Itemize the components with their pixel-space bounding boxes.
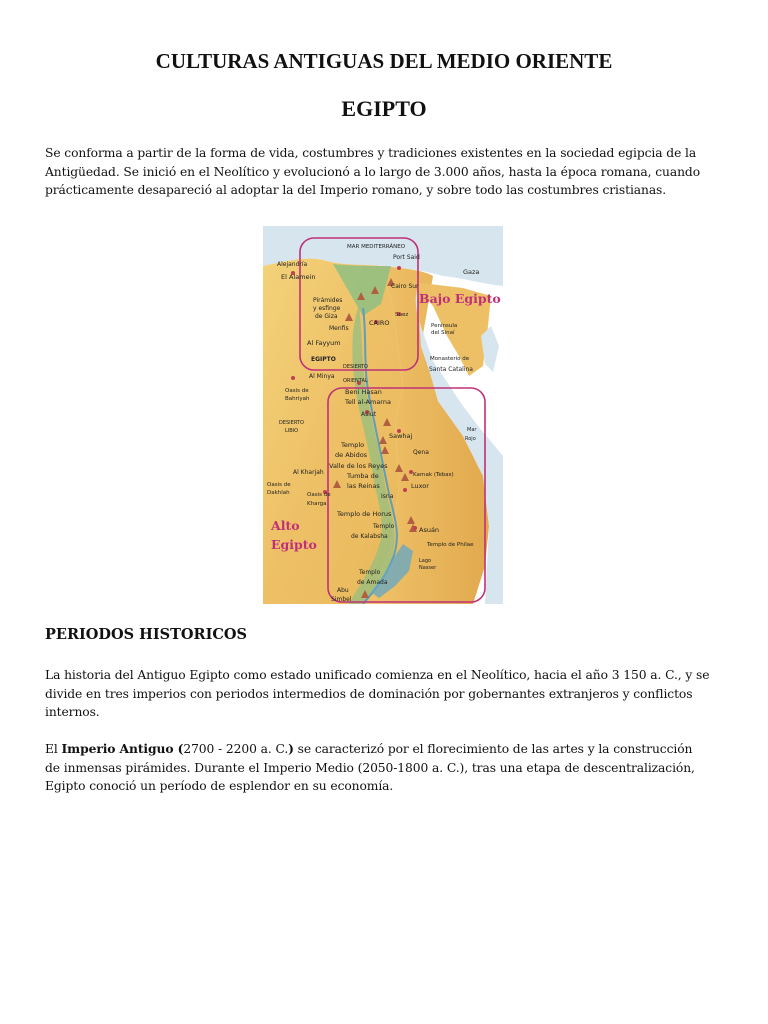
place-label: Port Said bbox=[393, 254, 420, 261]
place-label: Karnak (Tebas) bbox=[413, 472, 454, 478]
sea-label: Rojo bbox=[465, 436, 476, 442]
place-label: Luxor bbox=[411, 482, 429, 490]
history-paragraph bbox=[45, 666, 725, 722]
place-label: Kharga bbox=[307, 501, 327, 507]
region-label: LIBIO bbox=[285, 428, 299, 434]
place-label: El Alamein bbox=[281, 273, 316, 281]
place-label: Abu bbox=[337, 587, 349, 594]
city-dot bbox=[413, 526, 417, 530]
place-label: de Kalabsha bbox=[351, 533, 388, 540]
place-label: Templo bbox=[359, 569, 381, 576]
place-label: Al Minya bbox=[309, 373, 335, 380]
place-label: de Abidos bbox=[335, 451, 368, 459]
place-label: Sawhaj bbox=[389, 432, 413, 440]
place-label: Bahriyah bbox=[285, 396, 310, 402]
intro-line: Antigüedad. Se inició en el Neolítico y evolucionó a lo largo de 3.000 años, hasta la época romana, cuando bbox=[45, 164, 700, 179]
place-label: las Reinas bbox=[347, 482, 380, 490]
intro-paragraph bbox=[45, 144, 725, 200]
place-label: Península bbox=[431, 323, 458, 329]
place-label: Oasis de bbox=[285, 388, 309, 394]
region-label-lower-egypt: Bajo Egipto bbox=[419, 291, 501, 306]
place-label: Cairo Sur bbox=[391, 283, 419, 290]
place-label: Suez bbox=[395, 312, 409, 318]
place-label: Lago bbox=[419, 558, 432, 564]
place-label: Isna bbox=[381, 493, 394, 500]
place-label: Nasser bbox=[419, 565, 437, 571]
sea-label: Mar bbox=[467, 427, 477, 433]
place-label: Valle de los Reyes bbox=[329, 462, 388, 470]
place-label: Menfis bbox=[329, 325, 349, 332]
place-label: de Giza bbox=[315, 313, 338, 320]
intro-line: Se conforma a partir de la forma de vida, costumbres y tradiciones existentes en la sociedad egipcia de la bbox=[45, 146, 697, 160]
place-label: Dakhlah bbox=[267, 490, 290, 496]
imperio-line-3: Egipto conoció un período de esplendor en su economía. bbox=[45, 779, 394, 793]
region-label: DESIERTO bbox=[343, 364, 368, 370]
history-line: La historia del Antiguo Egipto como estado unificado comienza en el Neolítico, hacia el año 3 150 a. C., y se bbox=[45, 668, 710, 682]
place-label: Asiut bbox=[361, 411, 377, 418]
place-label: CAIRO bbox=[369, 319, 390, 327]
region-label: ORIENTAL bbox=[343, 378, 368, 384]
history-line: internos. bbox=[45, 705, 100, 719]
imperio-paragraph bbox=[45, 740, 725, 796]
place-label: Pirámides bbox=[313, 297, 343, 304]
place-label: de Amada bbox=[357, 579, 388, 586]
place-label: Templo bbox=[373, 523, 395, 530]
imperio-prefix: El bbox=[45, 742, 62, 756]
city-dot bbox=[403, 488, 407, 492]
imperio-line-1-rest: se caracterizó por el florecimiento de las artes y la construcción bbox=[293, 742, 693, 756]
place-label: Simbel bbox=[331, 596, 352, 603]
imperio-dates: 2700 - 2200 a. C. bbox=[183, 742, 289, 756]
egypt-map bbox=[263, 226, 503, 604]
place-label: Monasterio de bbox=[430, 356, 470, 362]
section-title-egipto: EGIPTO bbox=[341, 96, 427, 121]
city-dot bbox=[291, 376, 295, 380]
region-label-upper-egypt: Egipto bbox=[271, 537, 317, 552]
imperio-antiguo-name: Imperio Antiguo bbox=[61, 741, 174, 756]
country-label: EGIPTO bbox=[311, 356, 336, 363]
place-label: Santa Catalina bbox=[429, 366, 473, 373]
place-label: Tell al-Amarna bbox=[345, 398, 391, 406]
place-label: del Sinaí bbox=[431, 330, 455, 336]
place-label: Tumba de bbox=[347, 472, 379, 480]
place-label: Al Kharjah bbox=[293, 469, 324, 476]
imperio-close-paren: ) bbox=[288, 741, 294, 756]
egypt-map-svg bbox=[263, 226, 503, 604]
section-heading-periodos: PERIODOS HISTORICOS bbox=[45, 626, 247, 643]
place-label: Asuán bbox=[419, 526, 440, 534]
place-label: Oasis de bbox=[307, 492, 331, 498]
place-label: y esfinge bbox=[313, 305, 341, 312]
imperio-line-1 bbox=[45, 740, 725, 759]
history-line: divide en tres imperios con periodos intermedios de dominación por gobernantes extranjeros y conflictos bbox=[45, 686, 693, 701]
place-label: Al Fayyum bbox=[307, 339, 341, 347]
sea-label: MAR MEDITERRÁNEO bbox=[347, 244, 406, 250]
city-dot bbox=[397, 266, 401, 270]
region-label: DESIERTO bbox=[279, 420, 304, 426]
place-label: Gaza bbox=[463, 268, 480, 276]
place-label: Templo de Horus bbox=[337, 510, 392, 518]
place-label: Oasis de bbox=[267, 482, 291, 488]
imperio-line-2: de inmensas pirámides. Durante el Imperio Medio (2050-1800 a. C.), tras una etapa de descentralización, bbox=[45, 760, 695, 775]
place-label: Beni Hasan bbox=[345, 388, 382, 396]
place-label: Templo de Philae bbox=[427, 542, 474, 548]
place-label: Templo bbox=[341, 441, 365, 449]
region-label-upper-egypt: Alto bbox=[271, 518, 300, 533]
main-title: CULTURAS ANTIGUAS DEL MEDIO ORIENTE bbox=[155, 49, 613, 73]
intro-line: prácticamente desapareció al adoptar la del Imperio romano, y sobre todo las costumbres cristianas. bbox=[45, 183, 667, 197]
place-label: Qena bbox=[413, 449, 429, 456]
imperio-open-paren: ( bbox=[173, 741, 184, 756]
place-label: Alejandría bbox=[277, 261, 308, 268]
